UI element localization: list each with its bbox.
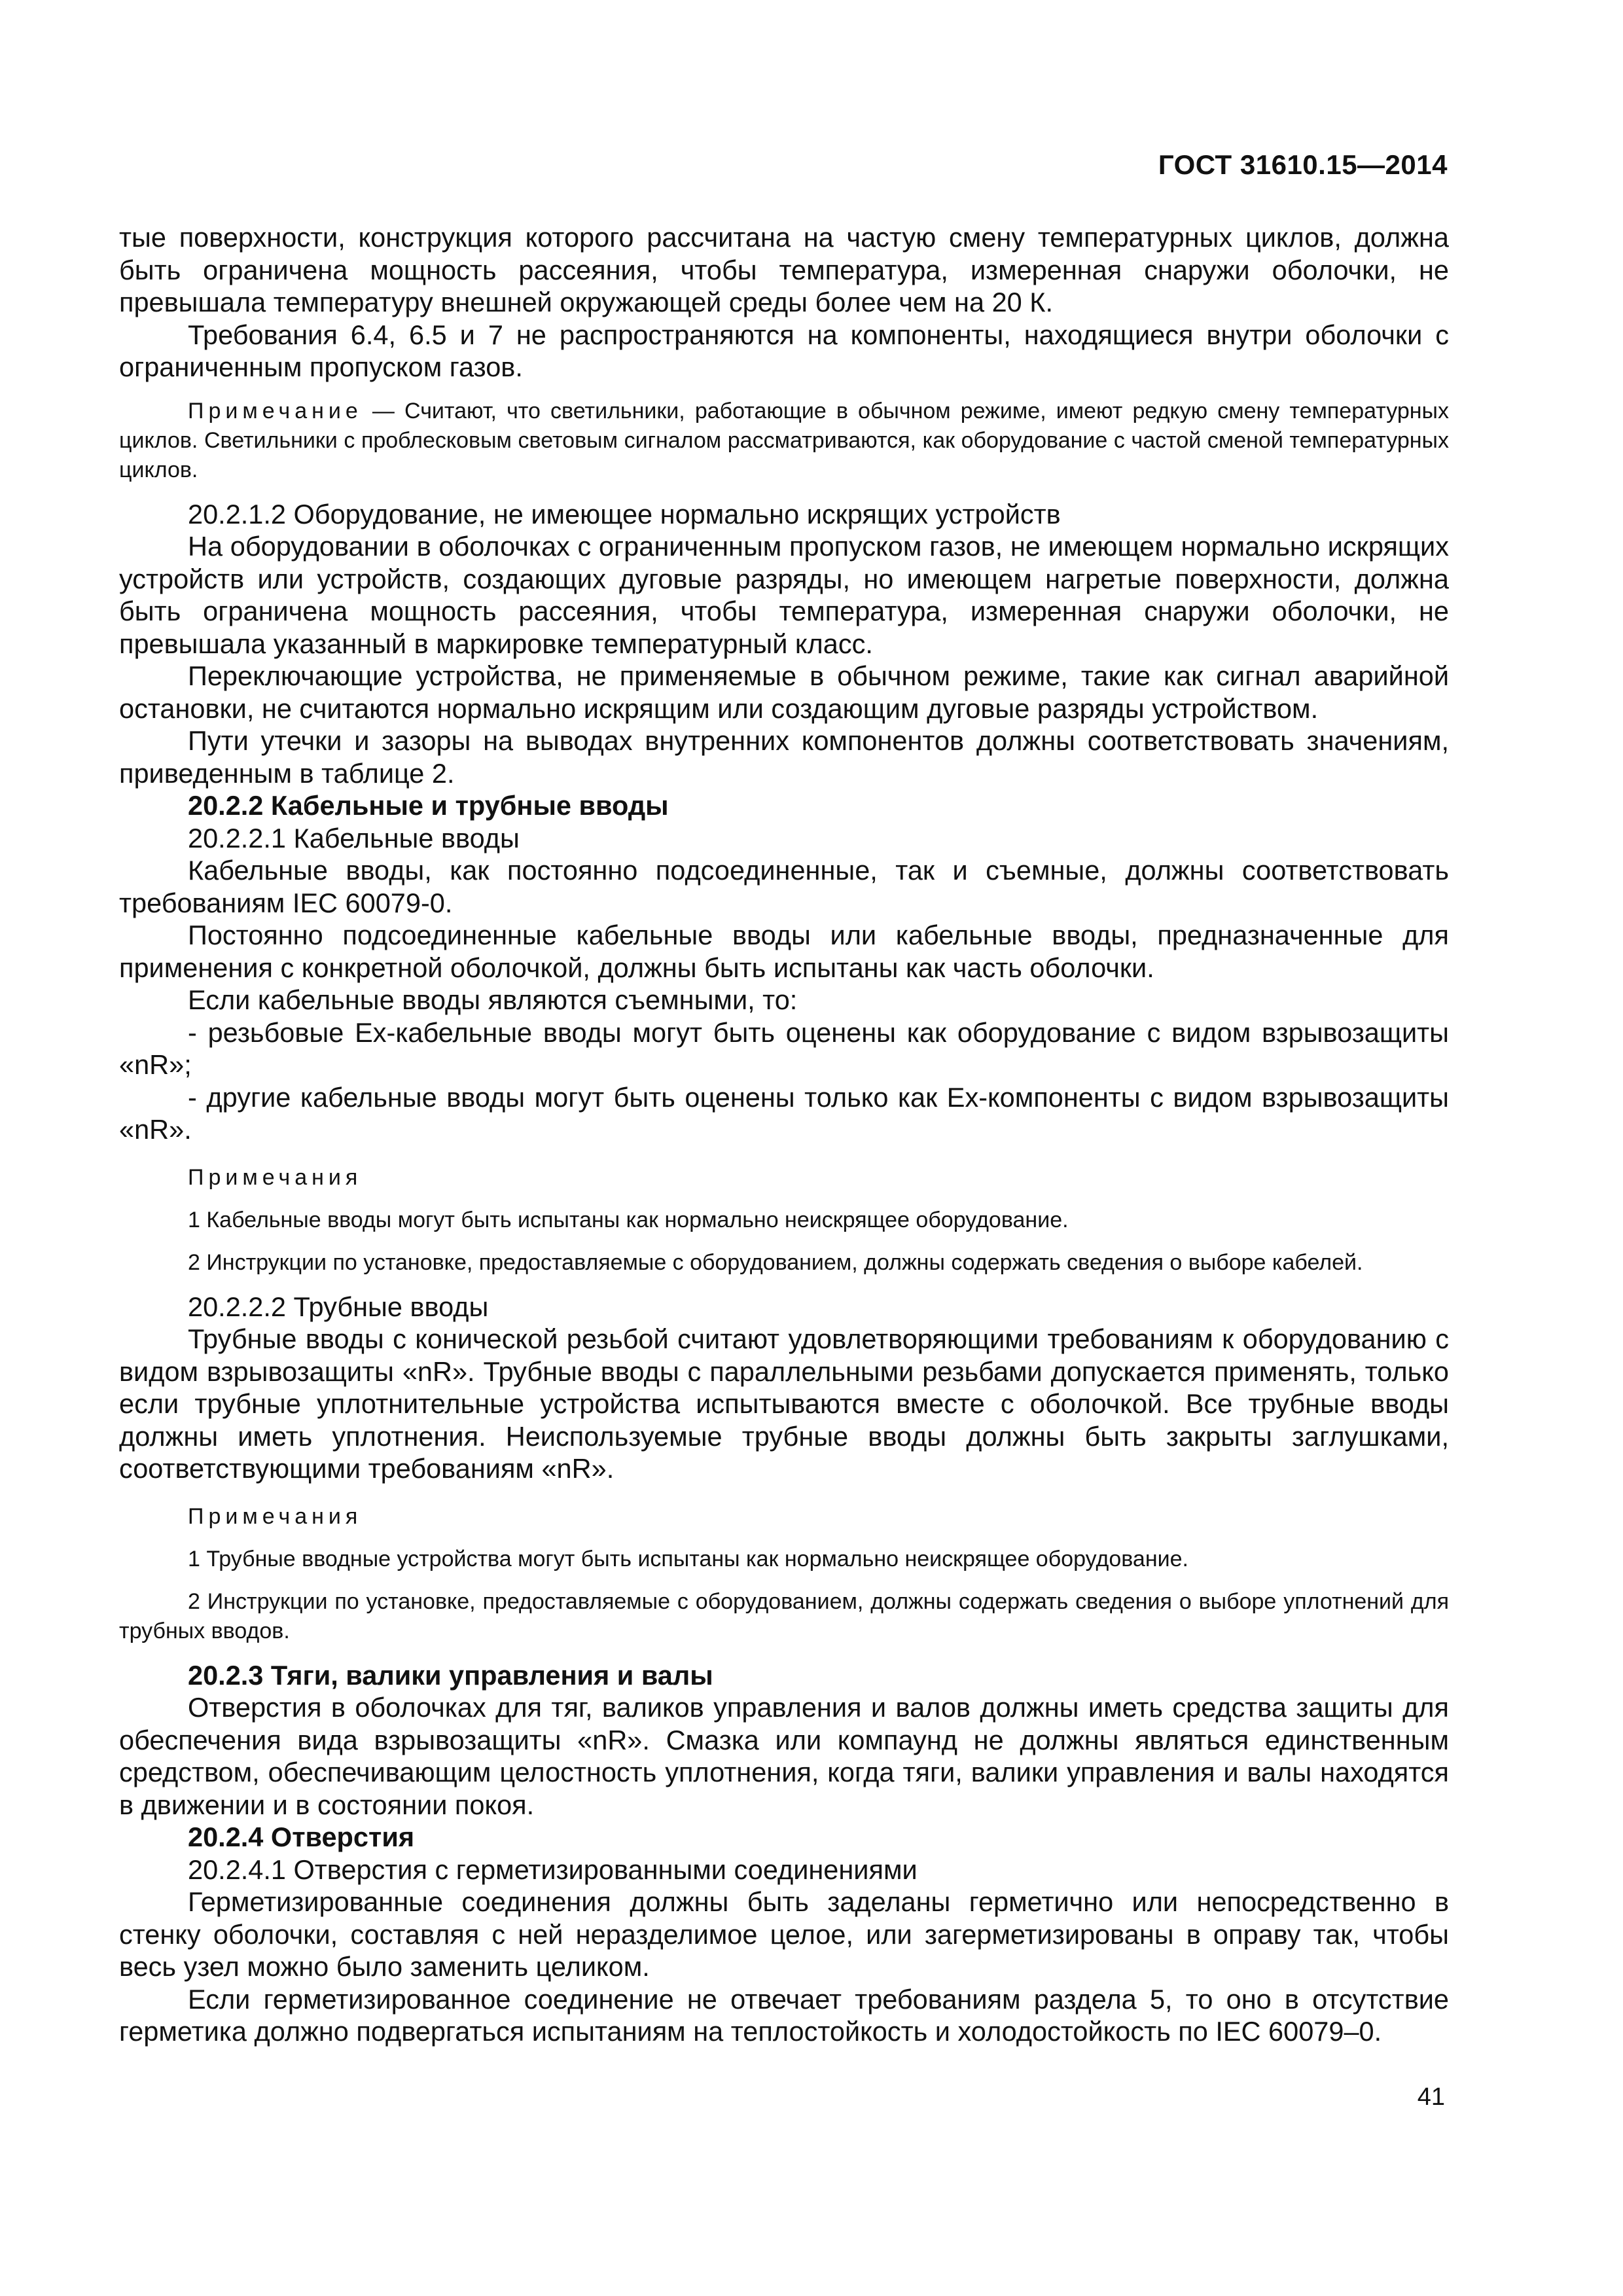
paragraph: Трубные вводы с конической резьбой считают удовлетворяющими требованиям к оборудованию с видом взрывозащиты «nR». Трубные вводы с параллельными резьбами допускается применять, только если трубные уплотнительные устройства испытываются вместе с оболочкой. Все трубные вводы должны иметь уплотнения. Неиспользуемые трубные вводы должны быть закрыты заглушками, соответствующими требованиям «nR». [119,1323,1449,1484]
section-heading: 20.2.4 Отверстия [188,1821,415,1852]
document-body [119,221,1449,2048]
note-label: Примечание [188,398,363,423]
note-item: 1 Кабельные вводы могут быть испытаны как нормально неискрящее оборудование. [188,1207,1069,1232]
paragraph: Постоянно подсоединенные кабельные вводы или кабельные вводы, предназначенные для применения с конкретной оболочкой, должны быть испытаны как часть оболочки. [119,920,1449,983]
section-heading: 20.2.2 Кабельные и трубные вводы [188,790,669,821]
notes-heading: Примечания [188,1503,363,1529]
subsection-heading: 20.2.1.2 Оборудование, не имеющее нормально искрящих устройств [188,498,1061,529]
note-text: — Считают, что светильники, работающие в обычном режиме, имеют редкую смену температурных циклов. Светильники с проблесковым световым сигналом рассматриваются, как оборудование с частой сменой температурных циклов. [119,398,1449,482]
note [119,397,1449,485]
paragraph: Если герметизированное соединение не отвечает требованиям раздела 5, то оно в отсутствие герметика должно подвергаться испытаниям на теплостойкость и холодостойкость по IEC 60079–0. [119,1983,1449,2047]
paragraph: Герметизированные соединения должны быть заделаны герметично или непосредственно в стенку оболочки, составляя с ней неразделимое целое, или загерметизированы в оправу так, чтобы весь узел можно было заменить целиком. [119,1886,1449,1982]
list-item: - резьбовые Ex-кабельные вводы могут быть оценены как оборудование с видом взрывозащиты «nR»; [119,1016,1449,1080]
paragraph: тые поверхности, конструкция которого рассчитана на частую смену температурных циклов, должна быть ограничена мощность рассеяния, чтобы температура, измеренная снаружи оболочки, не превышала температуру внешней окружающей среды более чем на 20 К. [119,222,1449,317]
subsection-heading: 20.2.2.2 Трубные вводы [188,1291,489,1322]
section-heading: 20.2.3 Тяги, валики управления и валы [188,1659,713,1691]
list-item: - другие кабельные вводы могут быть оценены только как Ex-компоненты с видом взрывозащиты «nR». [119,1081,1449,1145]
subsection-heading: 20.2.2.1 Кабельные вводы [188,822,520,853]
page-number: 41 [1417,2083,1445,2111]
paragraph: Переключающие устройства, не применяемые в обычном режиме, такие как сигнал аварийной остановки, не считаются нормально искрящим или создающим дуговые разряды устройством. [119,660,1449,724]
paragraph: На оборудовании в оболочках с ограниченным пропуском газов, не имеющем нормально искрящих устройств или устройств, создающих дуговые разряды, но имеющем нагретые поверхности, должна быть ограничена мощность рассеяния, чтобы температура, измеренная снаружи оболочки, не превышала указанный в маркировке температурный класс. [119,531,1449,659]
note-item: 2 Инструкции по установке, предоставляемые с оборудованием, должны содержать сведения о выборе уплотнений для трубных вводов. [119,1588,1449,1643]
note-item: 2 Инструкции по установке, предоставляемые с оборудованием, должны содержать сведения о выборе кабелей. [188,1249,1363,1275]
paragraph: Если кабельные вводы являются съемными, то: [188,984,798,1015]
paragraph: Требования 6.4, 6.5 и 7 не распространяются на компоненты, находящиеся внутри оболочки с ограниченным пропуском газов. [119,319,1449,382]
document-code-header: ГОСТ 31610.15—2014 [1158,149,1448,180]
notes-heading: Примечания [188,1164,363,1190]
paragraph: Отверстия в оболочках для тяг, валиков управления и валов должны иметь средства защиты для обеспечения вида взрывозащиты «nR». Смазка или компаунд не должны являться единственным средством, обеспечивающим целостность уплотнения, когда тяги, валики управления и валы находятся в движении и в состоянии покоя. [119,1692,1449,1820]
paragraph: Кабельные вводы, как постоянно подсоединенные, так и съемные, должны соответствовать требованиям IEC 60079-0. [119,855,1449,918]
subsection-heading: 20.2.4.1 Отверстия с герметизированными соединениями [188,1854,918,1885]
note-item: 1 Трубные вводные устройства могут быть испытаны как нормально неискрящее оборудование. [188,1546,1188,1571]
paragraph: Пути утечки и зазоры на выводах внутренних компонентов должны соответствовать значениям, приведенным в таблице 2. [119,725,1449,789]
